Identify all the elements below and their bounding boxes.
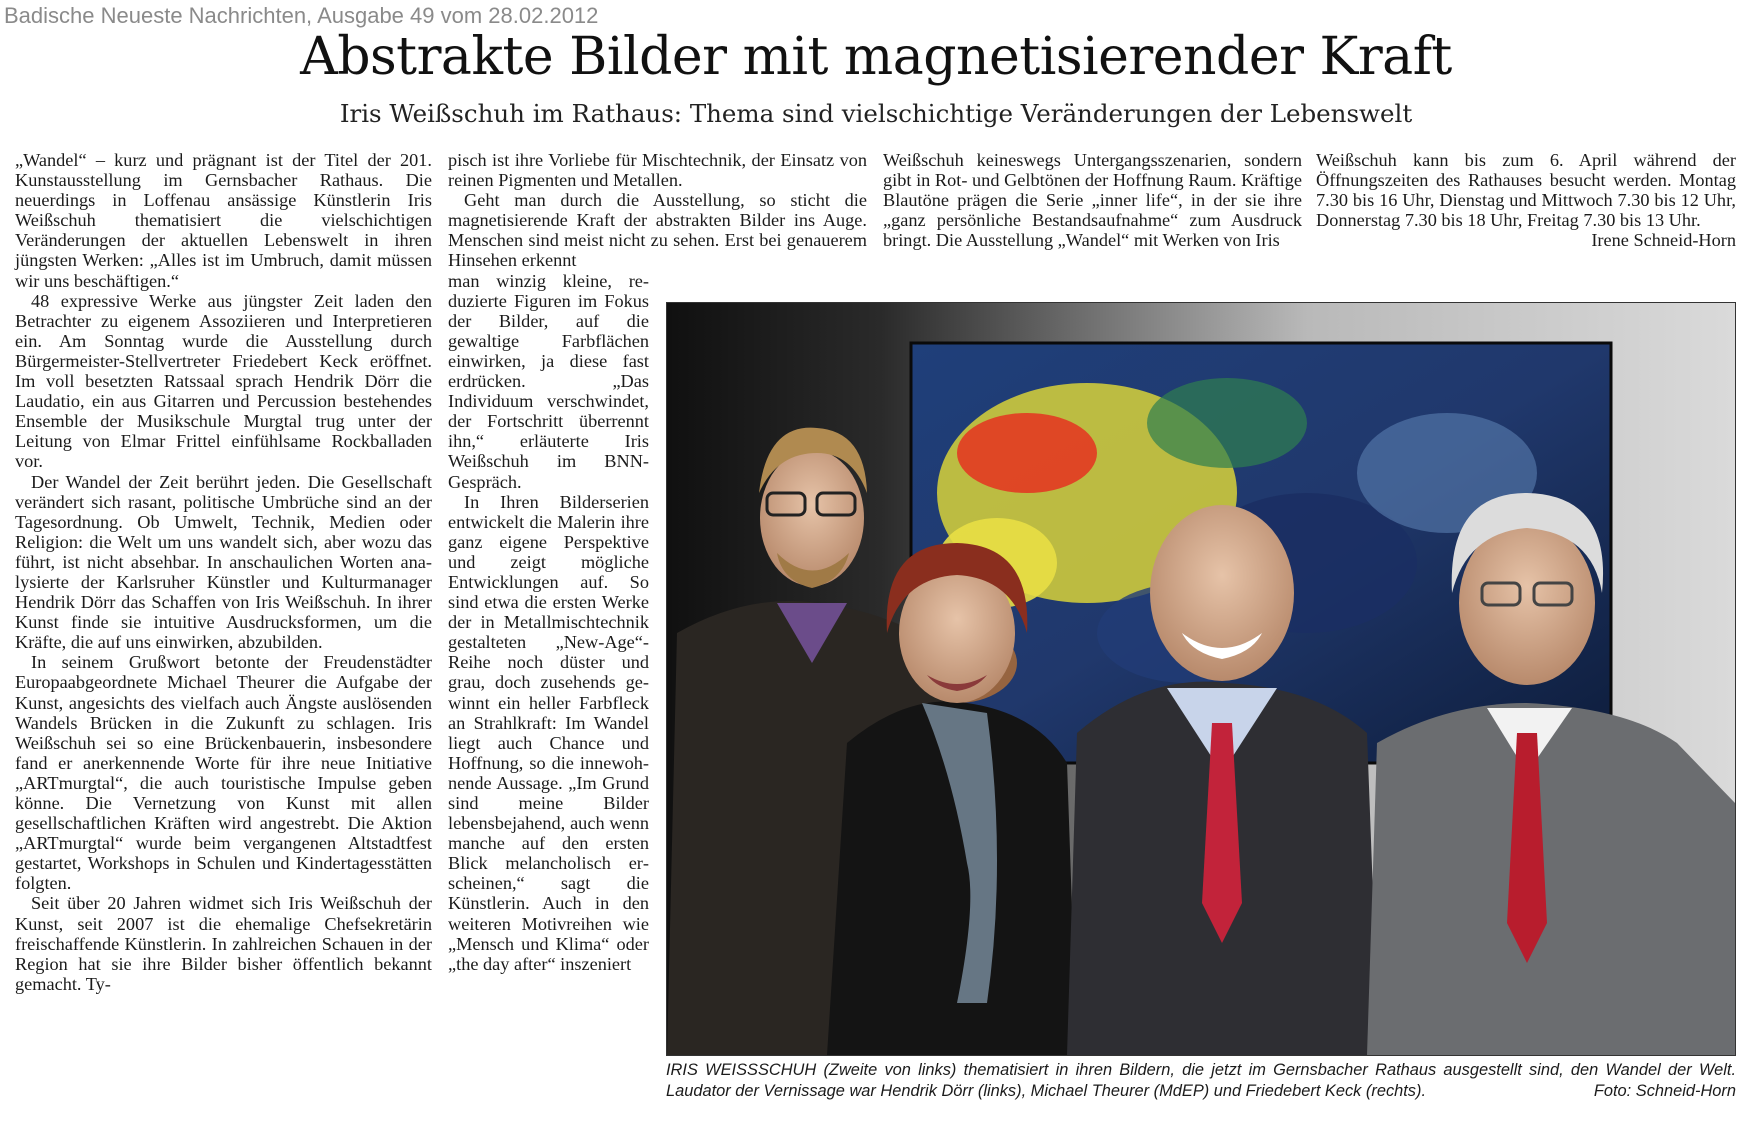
paragraph: pisch ist ihre Vorliebe für Mischtechnik, der Einsatz von reinen Pigmenten und Metallen.	[448, 150, 867, 191]
photo-illustration	[667, 303, 1735, 1055]
paragraph: Seit über 20 Jahren widmet sich Iris Weißschuh der Kunst, seit 2007 ist die ehemalige Chefsekretärin freischaffende Künstlerin. In zahlreichen Schauen in der Region hat sie ihre Bilder bisher öffentlich bekannt gemacht. Ty-	[15, 893, 432, 994]
author-byline: Irene Schneid-Horn	[1591, 230, 1736, 251]
photo-credit: Foto: Schneid-Horn	[1593, 1082, 1736, 1100]
paragraph: Der Wandel der Zeit berührt jeden. Die Gesellschaft verändert sich rasant, politische Umbrüche sind an der Tagesordnung. Ob Umwelt, Technik, Medien oder Religion: die Welt um uns wandelt sich, aber wozu das führt, ist nicht absehbar. In anschaulichen Worten analysierte der Karlsruher Künstler und Kulturmanager Hendrik Dörr das Schaffen von Iris Weißschuh. In ihrer Kunst finde sie intuitive Ausdrucksformen, um die Kräfte, die auf uns einwirken, abzubilden.	[15, 471, 432, 653]
paragraph: 48 expressive Werke aus jüngster Zeit laden den Betrachter zu eigenem Assoziieren und Interpretieren ein. Am Sonntag wurde die Ausstellung durch Bürgermeister-Stellvertreter Friedebert Keck eröffnet. Im voll besetzten Ratssaal sprach Hendrik Dörr die Laudatio, ein aus Gitarren und Percussion bestehendes Ensemble der Musikschule Murgtal trug unter der Leitung von Elmar Frittel einfühlsame Rockballaden vor.	[15, 290, 432, 472]
paragraph: „Wandel“ – kurz und prägnant ist der Titel der 201. Kunstausstellung im Gernsbacher Rathaus. Die neuerdings in Loffenau ansässige Künstlerin Iris Weißschuh thematisiert die vielschichtigen Veränderungen der aktuellen Lebenswelt in ihren jüngsten Werken: „Alles ist im Umbruch, damit müssen wir uns beschäftigen.“	[15, 150, 432, 291]
subheadline: Iris Weißschuh im Rathaus: Thema sind vielschichtige Veränderungen der Lebenswelt	[339, 99, 1413, 128]
paragraph: In Ihren Bilderserien entwickelt die Malerin ihre ganz eigene Perspektive und zeigt mögliche Entwicklungen auf. So sind etwa die ersten Werke der in Metallmischtechnik gestalteten „New-Age“-Reihe noch düster und grau, doch zusehends gewinnt ein heller Farbfleck an Strahlkraft: Im Wandel liegt auch Chance und Hoffnung, so die innewohnende Aussage. „Im Grund sind meine Bilder lebensbejahend, auch wenn manche auf den ersten Blick melancholisch erscheinen,“ sagt die Künstlerin. Auch in den weiteren Motivreihen wie „Mensch und Klima“ oder „the day after“ inszeniert	[448, 491, 649, 974]
article-column-4	[1316, 150, 1736, 250]
photo-caption	[666, 1060, 1736, 1102]
article-photo	[666, 302, 1736, 1056]
source-line: Badische Neueste Nachrichten, Ausgabe 49 vom 28.02.2012	[4, 3, 599, 28]
paragraph: Weißschuh kann bis zum 6. April während der Öffnungszeiten des Rathauses besucht werden. Montag 7.30 bis 16 Uhr, Dienstag und Mittwoch 7.30 bis 12 Uhr, Donnerstag 7.30 bis 18 Uhr, Freitag 7.30 bis 13 Uhr.	[1316, 150, 1736, 231]
headline: Abstrakte Bilder mit magnetisierender Kraft	[300, 27, 1452, 87]
article-column-2	[448, 150, 867, 974]
article-column-3	[883, 150, 1302, 250]
paragraph: In seinem Grußwort betonte der Freudenstädter Europaabgeordnete Michael Theurer die Aufgabe der Kunst, angesichts des vielfach auch Ängste auslösenden Wandels Brücken in die Zukunft zu schlagen. Iris Weißschuh sei so eine Brückenbauerin, insbesondere fand er anerkennende Worte für ihre neue Initiative „ARTmurgtal“, die auch touristische Impulse geben könne. Die Vernetzung von Kunst mit allen gesellschaftlichen Kräften wird angestrebt. Die Aktion „ARTmurgtal“ wurde beim vergangenen Altstadtfest gestartet, Workshops in Schulen und Kindertagesstätten folgten.	[15, 652, 432, 894]
article-column-1	[15, 150, 432, 994]
paragraph: man winzig kleine, reduzierte Figuren im Fokus der Bilder, auf die gewaltige Farbflächen einwirken, ja diese fast erdrücken. „Das Individuum verschwindet, der Fortschritt überrennt ihn,“ erläuterte Iris Weißschuh im BNN-Gespräch.	[448, 270, 649, 492]
paragraph: Geht man durch die Ausstellung, so sticht die magnetisierende Kraft der abstrakten Bilder ins Auge. Menschen sind meist nicht zu sehen. Erst bei genauerem Hinsehen erkennt	[448, 190, 867, 271]
paragraph: Weißschuh keineswegs Untergangsszenarien, sondern gibt in Rot- und Gelbtönen der Hoffnung Raum. Kräftige Blautöne prägen die Serie „inner life“, in der sie ihre „ganz persönliche Bestandsaufnahme“ zum Ausdruck bringt. Die Ausstellung „Wandel“ mit Werken von Iris	[883, 150, 1302, 251]
caption-text: IRIS WEISSSCHUH (Zweite von links) thematisiert in ihren Bildern, die jetzt im Gernsbacher Rathaus ausgestellt sind, den Wandel der Welt. Laudator der Vernissage war Hendrik Dörr (links), Michael Theurer (MdEP) und Friedebert Keck (rechts).	[666, 1061, 1736, 1100]
